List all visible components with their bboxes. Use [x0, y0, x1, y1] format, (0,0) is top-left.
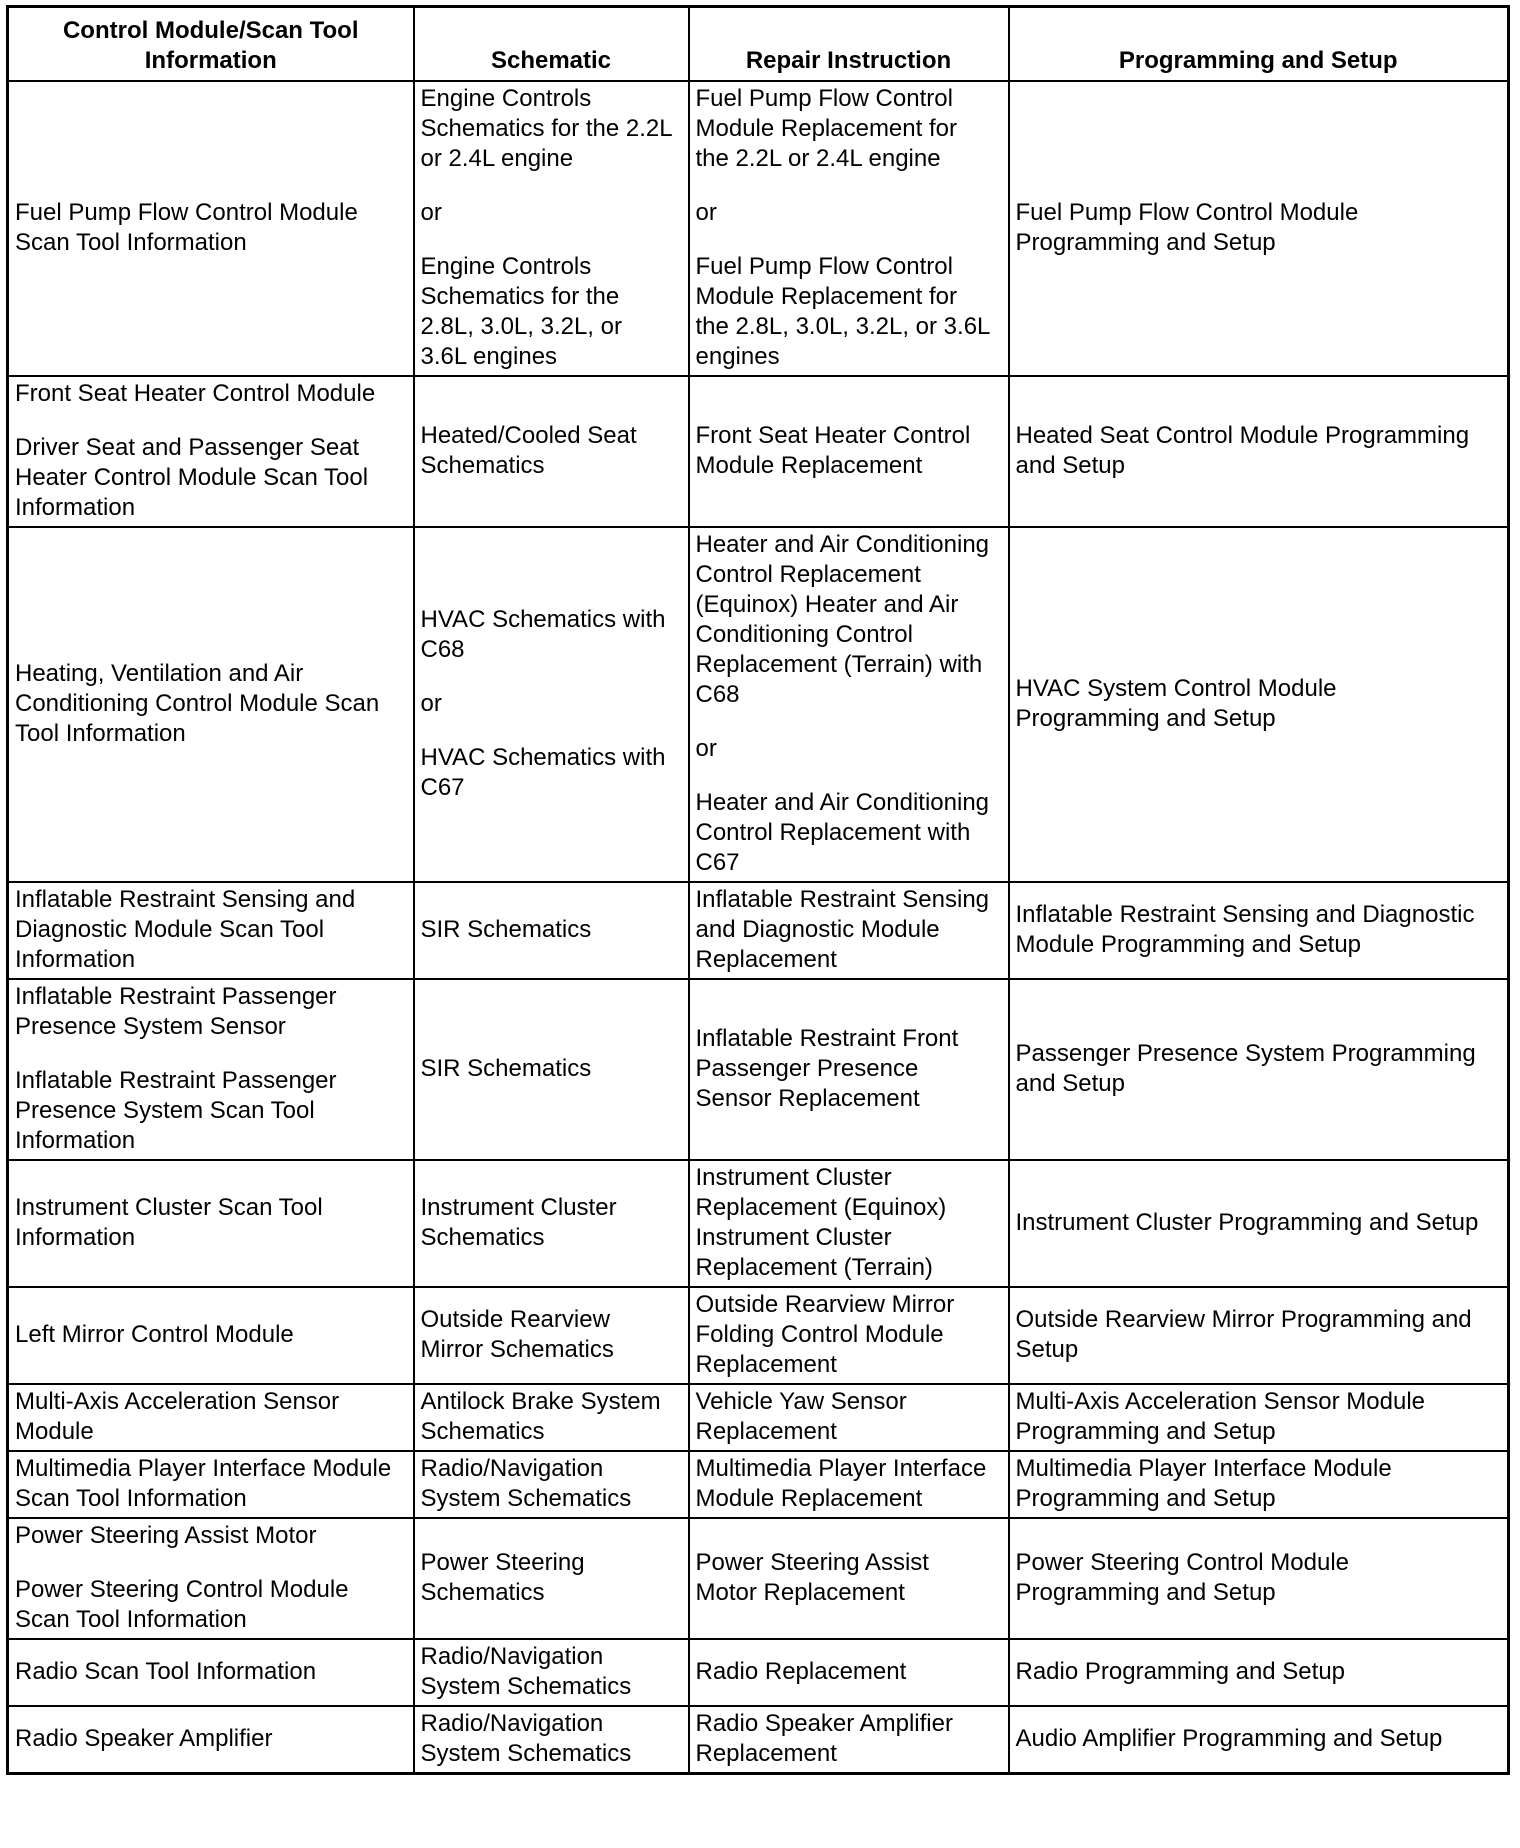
cell-schematic — [414, 1706, 689, 1774]
cell-text-line: Presence System Scan Tool — [15, 1097, 315, 1124]
cell-text-line: Schematics — [420, 452, 545, 479]
cell-text-line: Instrument Cluster Scan Tool — [15, 1194, 323, 1221]
cell-paragraph — [421, 198, 682, 228]
header-line: Repair Instruction — [745, 47, 952, 74]
cell-paragraph — [1016, 1039, 1502, 1099]
cell-text-line: Information — [15, 946, 136, 973]
cell-text-line: HVAC Schematics with — [420, 744, 666, 771]
cell-repair-instruction — [689, 882, 1009, 979]
table-body — [8, 81, 1509, 1774]
cell-text-line: Control Replacement with — [695, 819, 971, 846]
cell-programming-setup — [1009, 979, 1509, 1160]
cell-text-line: Audio Amplifier Programming and Setup — [1015, 1725, 1443, 1752]
cell-programming-setup — [1009, 527, 1509, 882]
cell-repair-instruction — [689, 1287, 1009, 1384]
cell-paragraph — [421, 743, 682, 803]
table-row — [8, 81, 1509, 376]
cell-paragraph — [1016, 1454, 1502, 1514]
table-row — [8, 979, 1509, 1160]
cell-text-line: Inflatable Restraint Passenger — [15, 983, 337, 1010]
cell-text-line: 2.8L, 3.0L, 3.2L, or — [420, 313, 622, 340]
cell-text-line: Replacement — [695, 1351, 837, 1378]
cell-text-line: HVAC System Control Module — [1015, 675, 1337, 702]
table-row — [8, 882, 1509, 979]
cell-text-line: Instrument Cluster Programming and Setup — [1015, 1209, 1479, 1236]
cell-text-line: Module — [15, 1418, 94, 1445]
cell-text-line: Heater and Air Conditioning — [695, 531, 990, 558]
cell-text-line: and Setup — [1015, 452, 1125, 479]
cell-text-line: Power Steering Assist Motor — [15, 1522, 317, 1549]
cell-text-line: and Diagnostic Module — [695, 916, 940, 943]
table-row — [8, 376, 1509, 527]
cell-text-line: Schematics — [420, 1579, 545, 1606]
cell-text-line: Inflatable Restraint Passenger — [15, 1067, 337, 1094]
cell-text-line: Replacement (Terrain) — [695, 1254, 933, 1281]
cell-text-line: Heated/Cooled Seat — [420, 422, 637, 449]
cell-paragraph — [421, 1548, 682, 1608]
cell-text-line: Folding Control Module — [695, 1321, 944, 1348]
cell-paragraph — [696, 84, 1002, 174]
cell-text-line: Module Replacement — [695, 1485, 923, 1512]
cell-text-line: Information — [15, 1127, 136, 1154]
cell-control-module — [8, 979, 414, 1160]
cell-paragraph — [15, 1066, 407, 1156]
cell-text-line: Inflatable Restraint Sensing and Diagnostic — [1015, 901, 1475, 928]
cell-paragraph — [15, 982, 407, 1042]
cell-repair-instruction — [689, 1160, 1009, 1287]
cell-text-line: Multimedia Player Interface Module — [15, 1455, 392, 1482]
cell-text-line: Instrument Cluster — [695, 1164, 892, 1191]
cell-text-line: Driver Seat and Passenger Seat — [15, 434, 360, 461]
module-reference-table — [6, 5, 1510, 1775]
cell-schematic — [414, 979, 689, 1160]
cell-text-line: engines — [695, 343, 780, 370]
cell-paragraph — [696, 1163, 1002, 1283]
cell-text-line: Diagnostic Module Scan Tool — [15, 916, 325, 943]
cell-schematic — [414, 1287, 689, 1384]
cell-paragraph — [696, 1657, 1002, 1687]
cell-control-module — [8, 882, 414, 979]
cell-text-line: Power Steering Control Module — [1015, 1549, 1350, 1576]
cell-text-line: Motor Replacement — [695, 1579, 905, 1606]
cell-text-line: the 2.8L, 3.0L, 3.2L, or 3.6L — [695, 313, 991, 340]
header-control-module — [8, 7, 414, 82]
cell-text-line: Multimedia Player Interface — [695, 1455, 987, 1482]
cell-text-line: Replacement — [695, 946, 837, 973]
cell-text-line: Module Replacement — [695, 452, 923, 479]
cell-text-line: Presence System Sensor — [15, 1013, 286, 1040]
cell-schematic — [414, 1384, 689, 1451]
cell-text-line: Engine Controls — [420, 85, 592, 112]
header-line: Programming and Setup — [1118, 47, 1398, 74]
cell-repair-instruction — [689, 979, 1009, 1160]
table-row — [8, 1451, 1509, 1518]
cell-text-line: C67 — [420, 774, 465, 801]
cell-text-line: Radio Speaker Amplifier — [695, 1710, 953, 1737]
cell-control-module — [8, 1706, 414, 1774]
table-row — [8, 1639, 1509, 1706]
cell-text-line: Passenger Presence System Programming — [1015, 1040, 1476, 1067]
cell-text-line: Inflatable Restraint Sensing — [695, 886, 990, 913]
cell-paragraph — [696, 788, 1002, 878]
cell-text-line: Heating, Ventilation and Air — [15, 660, 304, 687]
cell-paragraph — [696, 885, 1002, 975]
cell-paragraph — [15, 198, 407, 258]
cell-paragraph — [1016, 421, 1502, 481]
cell-control-module — [8, 376, 414, 527]
cell-text-line: Tool Information — [15, 720, 186, 747]
cell-text-line: Programming and Setup — [1015, 229, 1276, 256]
cell-text-line: System Schematics — [420, 1673, 632, 1700]
cell-text-line: Setup — [1015, 1336, 1079, 1363]
header-repair-instruction — [689, 7, 1009, 82]
cell-text-line: Schematics for the — [420, 283, 620, 310]
cell-schematic — [414, 1518, 689, 1639]
cell-repair-instruction — [689, 527, 1009, 882]
table-row — [8, 1706, 1509, 1774]
cell-paragraph — [1016, 1657, 1502, 1687]
cell-text-line: Replacement (Equinox) — [695, 1194, 947, 1221]
cell-text-line: Multi-Axis Acceleration Sensor Module — [1015, 1388, 1426, 1415]
cell-paragraph — [1016, 1724, 1502, 1754]
cell-text-line: Heater and Air Conditioning — [695, 789, 990, 816]
cell-paragraph — [15, 1320, 407, 1350]
cell-paragraph — [696, 530, 1002, 710]
header-programming-setup — [1009, 7, 1509, 82]
cell-programming-setup — [1009, 1384, 1509, 1451]
cell-text-line: Radio/Navigation — [420, 1643, 604, 1670]
cell-text-line: System Schematics — [420, 1485, 632, 1512]
cell-control-module — [8, 1160, 414, 1287]
cell-text-line: Fuel Pump Flow Control — [695, 253, 953, 280]
cell-text-line: Radio Scan Tool Information — [15, 1658, 317, 1685]
cell-text-line: Information — [15, 494, 136, 521]
cell-text-line: Left Mirror Control Module — [15, 1321, 294, 1348]
cell-text-line: the 2.2L or 2.4L engine — [695, 145, 941, 172]
cell-text-line: Information — [15, 1224, 136, 1251]
cell-paragraph — [421, 1454, 682, 1514]
cell-paragraph — [696, 1709, 1002, 1769]
cell-text-line: Outside Rearview — [420, 1306, 610, 1333]
cell-repair-instruction — [689, 1706, 1009, 1774]
table-row — [8, 1287, 1509, 1384]
cell-text-line: C68 — [420, 636, 465, 663]
cell-paragraph — [15, 1724, 407, 1754]
cell-text-line: Fuel Pump Flow Control — [695, 85, 953, 112]
cell-text-line: System Schematics — [420, 1740, 632, 1767]
cell-paragraph — [696, 1387, 1002, 1447]
cell-control-module — [8, 81, 414, 376]
table-row — [8, 1518, 1509, 1639]
cell-repair-instruction — [689, 1518, 1009, 1639]
cell-text-line: Outside Rearview Mirror Programming and — [1015, 1306, 1472, 1333]
cell-paragraph — [1016, 900, 1502, 960]
cell-repair-instruction — [689, 1384, 1009, 1451]
cell-paragraph — [15, 885, 407, 975]
cell-paragraph — [421, 252, 682, 372]
cell-paragraph — [1016, 1548, 1502, 1608]
table-row — [8, 527, 1509, 882]
cell-paragraph — [421, 1305, 682, 1365]
cell-text-line: Heater Control Module Scan Tool — [15, 464, 369, 491]
cell-text-line: Outside Rearview Mirror — [695, 1291, 955, 1318]
cell-text-line: Conditioning Control — [695, 621, 913, 648]
table-header — [8, 7, 1509, 82]
cell-text-line: Fuel Pump Flow Control Module — [15, 199, 358, 226]
cell-paragraph — [15, 659, 407, 749]
cell-text-line: Vehicle Yaw Sensor — [695, 1388, 907, 1415]
cell-paragraph — [696, 734, 1002, 764]
cell-text-line: Replacement — [695, 1740, 837, 1767]
cell-repair-instruction — [689, 1639, 1009, 1706]
cell-paragraph — [696, 1548, 1002, 1608]
cell-paragraph — [696, 1454, 1002, 1514]
header-line: Information — [144, 47, 277, 74]
cell-text-line: Radio/Navigation — [420, 1455, 604, 1482]
cell-text-line: Module Programming and Setup — [1015, 931, 1362, 958]
cell-text-line: C67 — [695, 849, 740, 876]
cell-programming-setup — [1009, 882, 1509, 979]
cell-paragraph — [15, 1193, 407, 1253]
cell-paragraph — [421, 605, 682, 665]
cell-text-line: or — [420, 690, 442, 717]
cell-paragraph — [696, 1024, 1002, 1114]
cell-schematic — [414, 1451, 689, 1518]
cell-text-line: Instrument Cluster — [420, 1194, 617, 1221]
cell-text-line: SIR Schematics — [420, 1055, 592, 1082]
cell-paragraph — [421, 689, 682, 719]
cell-text-line: Engine Controls — [420, 253, 592, 280]
cell-text-line: Mirror Schematics — [420, 1336, 614, 1363]
cell-paragraph — [15, 379, 407, 409]
cell-text-line: Sensor Replacement — [695, 1085, 920, 1112]
cell-paragraph — [421, 1387, 682, 1447]
cell-schematic — [414, 882, 689, 979]
cell-schematic — [414, 1639, 689, 1706]
cell-paragraph — [1016, 1387, 1502, 1447]
cell-text-line: Passenger Presence — [695, 1055, 919, 1082]
cell-control-module — [8, 1451, 414, 1518]
cell-paragraph — [696, 198, 1002, 228]
cell-paragraph — [696, 1290, 1002, 1380]
cell-text-line: Programming and Setup — [1015, 705, 1276, 732]
cell-programming-setup — [1009, 81, 1509, 376]
cell-text-line: Radio Programming and Setup — [1015, 1658, 1346, 1685]
table-row — [8, 1384, 1509, 1451]
cell-text-line: Multimedia Player Interface Module — [1015, 1455, 1392, 1482]
cell-schematic — [414, 527, 689, 882]
cell-paragraph — [1016, 1305, 1502, 1365]
cell-text-line: Programming and Setup — [1015, 1418, 1276, 1445]
cell-text-line: Front Seat Heater Control — [695, 422, 971, 449]
cell-paragraph — [15, 1387, 407, 1447]
cell-paragraph — [421, 1193, 682, 1253]
cell-paragraph — [421, 1709, 682, 1769]
cell-text-line: Schematics — [420, 1224, 545, 1251]
cell-paragraph — [15, 433, 407, 523]
cell-paragraph — [696, 421, 1002, 481]
cell-text-line: Scan Tool Information — [15, 1606, 247, 1633]
cell-text-line: C68 — [695, 681, 740, 708]
cell-text-line: Module Replacement for — [695, 283, 957, 310]
cell-schematic — [414, 376, 689, 527]
cell-paragraph — [421, 421, 682, 481]
cell-text-line: Programming and Setup — [1015, 1485, 1276, 1512]
cell-paragraph — [696, 252, 1002, 372]
cell-text-line: Power Steering Assist — [695, 1549, 929, 1576]
header-schematic — [414, 7, 689, 82]
cell-paragraph — [15, 1521, 407, 1551]
cell-paragraph — [421, 1642, 682, 1702]
cell-paragraph — [421, 915, 682, 945]
cell-programming-setup — [1009, 1639, 1509, 1706]
cell-text-line: and Setup — [1015, 1070, 1125, 1097]
cell-programming-setup — [1009, 376, 1509, 527]
cell-text-line: Radio Speaker Amplifier — [15, 1725, 273, 1752]
cell-text-line: Radio Replacement — [695, 1658, 907, 1685]
cell-paragraph — [15, 1575, 407, 1635]
cell-paragraph — [15, 1454, 407, 1514]
cell-paragraph — [15, 1657, 407, 1687]
cell-text-line: Replacement (Terrain) with — [695, 651, 983, 678]
header-line: Control Module/Scan Tool — [62, 17, 359, 44]
cell-text-line: Power Steering — [420, 1549, 585, 1576]
cell-control-module — [8, 527, 414, 882]
cell-paragraph — [1016, 1208, 1502, 1238]
cell-text-line: Antilock Brake System — [420, 1388, 661, 1415]
cell-text-line: or — [695, 735, 717, 762]
cell-text-line: 3.6L engines — [420, 343, 558, 370]
cell-text-line: Conditioning Control Module Scan — [15, 690, 380, 717]
cell-programming-setup — [1009, 1518, 1509, 1639]
cell-repair-instruction — [689, 376, 1009, 527]
cell-programming-setup — [1009, 1160, 1509, 1287]
cell-repair-instruction — [689, 1451, 1009, 1518]
cell-text-line: Control Replacement — [695, 561, 921, 588]
cell-text-line: Multi-Axis Acceleration Sensor — [15, 1388, 340, 1415]
table-row — [8, 1160, 1509, 1287]
cell-text-line: Schematics for the 2.2L — [420, 115, 673, 142]
cell-programming-setup — [1009, 1706, 1509, 1774]
cell-programming-setup — [1009, 1287, 1509, 1384]
cell-text-line: Scan Tool Information — [15, 1485, 247, 1512]
cell-paragraph — [1016, 674, 1502, 734]
cell-control-module — [8, 1384, 414, 1451]
header-line: Schematic — [490, 47, 612, 74]
cell-text-line: Fuel Pump Flow Control Module — [1015, 199, 1359, 226]
cell-control-module — [8, 1287, 414, 1384]
cell-text-line: Inflatable Restraint Sensing and — [15, 886, 356, 913]
cell-text-line: Radio/Navigation — [420, 1710, 604, 1737]
cell-text-line: Heated Seat Control Module Programming — [1015, 422, 1470, 449]
cell-text-line: Schematics — [420, 1418, 545, 1445]
cell-text-line: Scan Tool Information — [15, 229, 247, 256]
cell-paragraph — [421, 1054, 682, 1084]
cell-text-line: SIR Schematics — [420, 916, 592, 943]
cell-control-module — [8, 1518, 414, 1639]
cell-text-line: (Equinox) Heater and Air — [695, 591, 959, 618]
cell-paragraph — [1016, 198, 1502, 258]
cell-text-line: Power Steering Control Module — [15, 1576, 349, 1603]
cell-text-line: Programming and Setup — [1015, 1579, 1276, 1606]
cell-paragraph — [421, 84, 682, 174]
cell-text-line: or — [420, 199, 442, 226]
cell-schematic — [414, 1160, 689, 1287]
cell-text-line: Module Replacement for — [695, 115, 957, 142]
cell-text-line: or 2.4L engine — [420, 145, 574, 172]
cell-text-line: Instrument Cluster — [695, 1224, 892, 1251]
cell-text-line: Inflatable Restraint Front — [695, 1025, 959, 1052]
cell-repair-instruction — [689, 81, 1009, 376]
cell-programming-setup — [1009, 1451, 1509, 1518]
cell-text-line: HVAC Schematics with — [420, 606, 666, 633]
cell-text-line: or — [695, 199, 717, 226]
cell-text-line: Replacement — [695, 1418, 837, 1445]
header-row — [8, 7, 1509, 82]
cell-schematic — [414, 81, 689, 376]
cell-text-line: Front Seat Heater Control Module — [15, 380, 376, 407]
cell-control-module — [8, 1639, 414, 1706]
